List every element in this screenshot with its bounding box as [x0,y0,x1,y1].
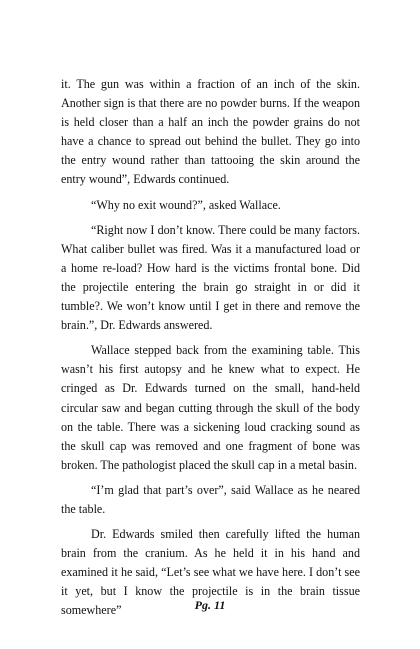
body-text [61,75,360,627]
paragraph: it. The gun was within a fraction of an inch of the skin. Another sign is that there are no powder burns. If the weapon is held closer than a half an inch the powder grains do not have a chance to spread out behind the bullet. They go into the entry wound rather than tattooing the skin around the entry wound”, Edwards continued. [61,77,360,187]
paragraph: “Why no exit wound?”, asked Wallace. [91,197,281,212]
paragraph: “I’m glad that part’s over”, said Wallace as he neared the table. [61,482,360,516]
paragraph: Dr. Edwards smiled then carefully lifted the human brain from the cranium. As he held it in his hand and examined it he said, “Let’s see what we have here. I don’t see it yet, but I know the projectile is in the brain tissue somewhere” [61,527,360,618]
paragraph: “Right now I don’t know. There could be many factors. What caliber bullet was fired. Was it a manufactured load or a home re-load? How hard is the victims frontal bone. Did the projectile entering the brain go straight in or did it tumble?. We won’t know until I get in there and remove the brain.”, Dr. Edwards answered. [61,222,360,333]
page-number: Pg. 11 [194,598,226,612]
paragraph: Wallace stepped back from the examining table. This wasn’t his first autopsy and he knew what to expect. He cringed as Dr. Edwards turned on the small, hand-held circular saw and began cutting through the skull of the body on the table. There was a sickening loud cracking sound as the skull cap was removed and one fragment of bone was broken. The pathologist placed the skull cap in a metal basin. [61,343,360,472]
